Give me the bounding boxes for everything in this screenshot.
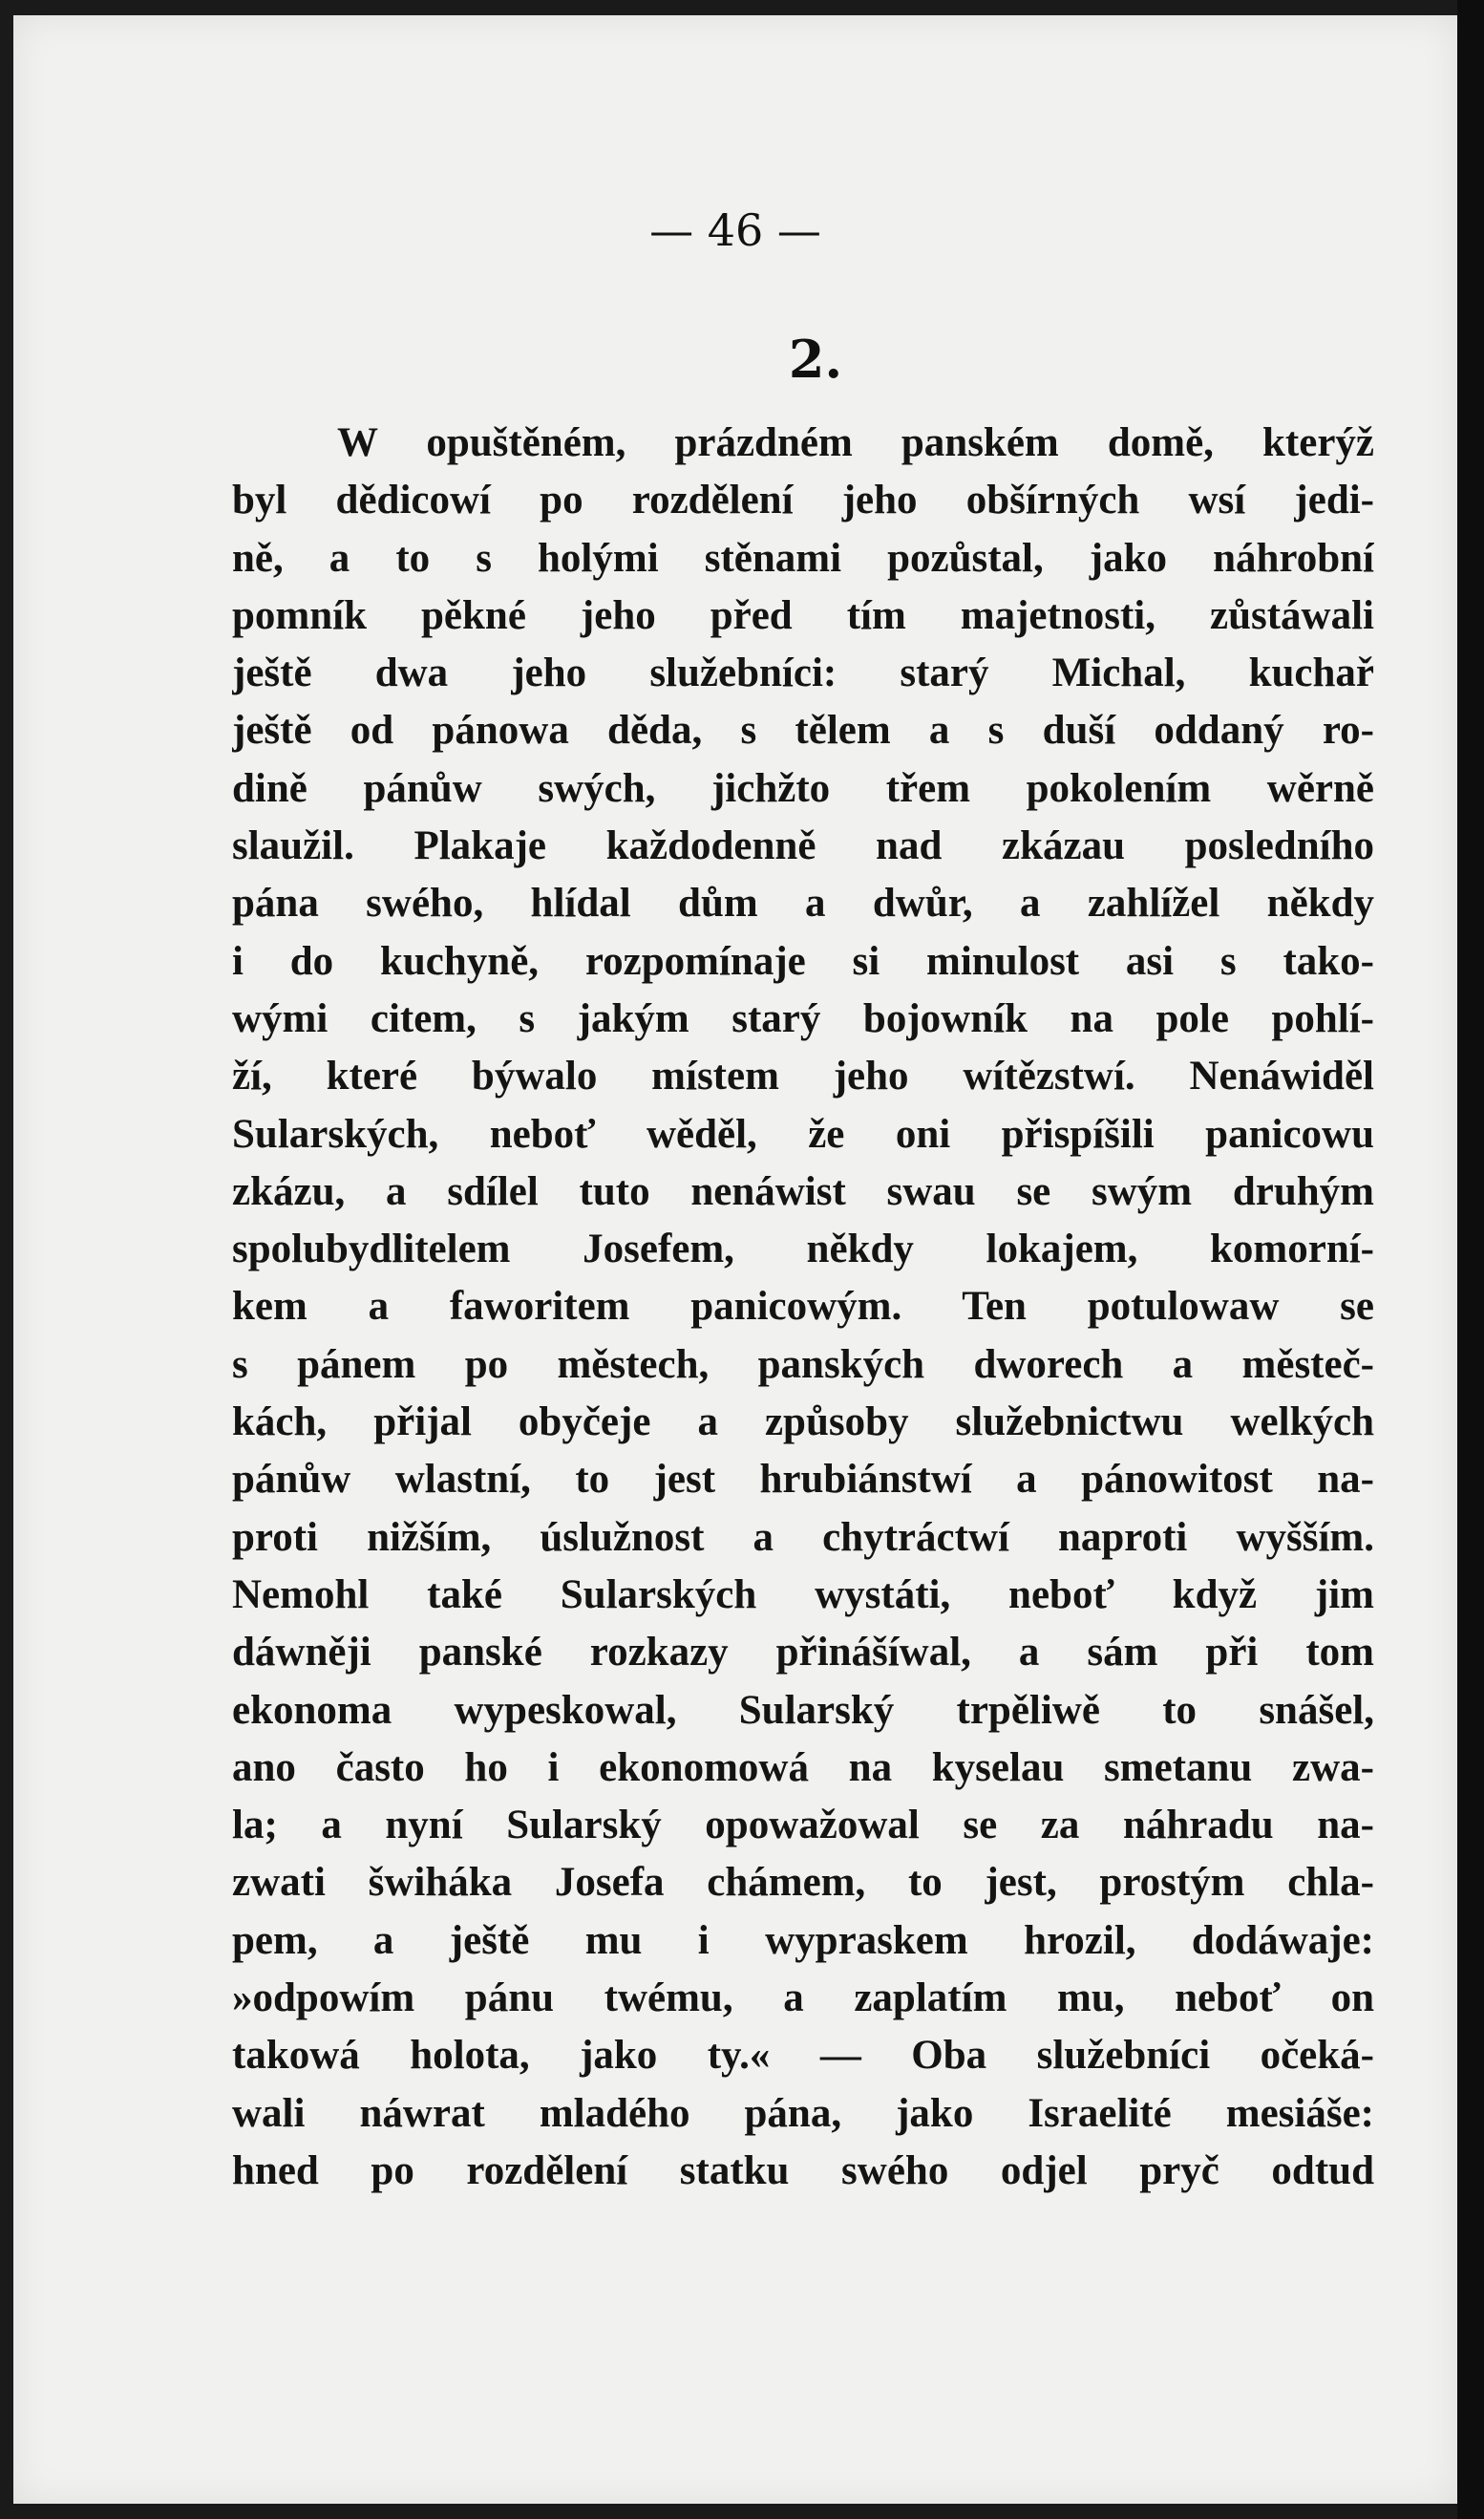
text-line: pánůw wlastní, to jest hrubiánstwí a pánowitost na- xyxy=(232,1457,1374,1503)
text-line: takowá holota, jako ty.« — Oba služebníci očeká- xyxy=(232,2033,1374,2079)
text-line: dině pánůw swých, jichžto třem pokolením wěrně xyxy=(232,765,1374,811)
text-line: wali náwrat mladého pána, jako Israelité mesiáše: xyxy=(232,2090,1374,2136)
scan-edge xyxy=(1457,0,1484,2519)
text-line: s pánem po městech, panských dworech a městeč- xyxy=(232,1341,1374,1387)
text-line: kem a faworitem panicowým. Ten potulowaw se xyxy=(232,1284,1374,1330)
text-line: ano často ho i ekonomowá na kyselau smetanu zwa- xyxy=(232,1744,1374,1790)
text-line: ekonoma wypeskowal, Sularský trpěliwě to snášel, xyxy=(232,1687,1374,1733)
page-number-header: — 46 — xyxy=(649,204,821,256)
text-line: hned po rozdělení statku swého odjel pryč odtud xyxy=(232,2147,1374,2193)
text-line: proti nižším, úslužnost a chytráctwí naproti wyšším. xyxy=(232,1514,1374,1560)
text-line: pem, a ještě mu i wypraskem hrozil, dodáwaje: xyxy=(232,1917,1374,1963)
body-text xyxy=(232,415,1374,2200)
text-line: spolubydlitelem Josefem, někdy lokajem, komorní- xyxy=(232,1227,1374,1272)
text-line: »odpowím pánu twému, a zaplatím mu, neboť on xyxy=(232,1975,1374,2021)
text-line: pána swého, hlídal dům a dwůr, a zahlížel někdy xyxy=(232,881,1374,927)
text-line: i do kuchyně, rozpomínaje si minulost asi s tako- xyxy=(232,938,1374,984)
section-number: 2. xyxy=(788,329,843,390)
text-line: W opuštěném, prázdném panském domě, kterýž xyxy=(337,420,1374,465)
text-line: la; a nyní Sularský opowažowal se za náhradu na- xyxy=(232,1803,1374,1848)
book-page xyxy=(13,15,1457,2504)
text-line: Nemohl také Sularských wystáti, neboť když jim xyxy=(232,1571,1374,1617)
text-line: pomník pěkné jeho před tím majetnosti, zůstáwali xyxy=(232,592,1374,638)
text-line: wými citem, s jakým starý bojowník na pole pohlí- xyxy=(232,995,1374,1041)
text-line: ještě od pánowa děda, s tělem a s duší oddaný ro- xyxy=(232,708,1374,754)
text-line: kách, přijal obyčeje a způsoby služebnictwu welkých xyxy=(232,1399,1374,1445)
text-line: slaužil. Plakaje každodenně nad zkázau posledního xyxy=(232,823,1374,869)
text-line: dáwněji panské rozkazy přinášíwal, a sám při tom xyxy=(232,1630,1374,1676)
text-line: Sularských, neboť wěděl, že oni přispíšili panicowu xyxy=(232,1111,1374,1157)
text-line: byl dědicowí po rozdělení jeho obšírných wsí jedi- xyxy=(232,478,1374,523)
text-line: zkázu, a sdílel tuto nenáwist swau se swým druhým xyxy=(232,1168,1374,1214)
text-line: ží, které býwalo místem jeho wítězstwí. Nenáwiděl xyxy=(232,1054,1374,1099)
text-line: ně, a to s holými stěnami pozůstal, jako náhrobní xyxy=(232,535,1374,581)
text-line: ještě dwa jeho služebníci: starý Michal, kuchař xyxy=(232,651,1374,696)
text-line: zwati šwiháka Josefa chámem, to jest, prostým chla- xyxy=(232,1860,1374,1906)
